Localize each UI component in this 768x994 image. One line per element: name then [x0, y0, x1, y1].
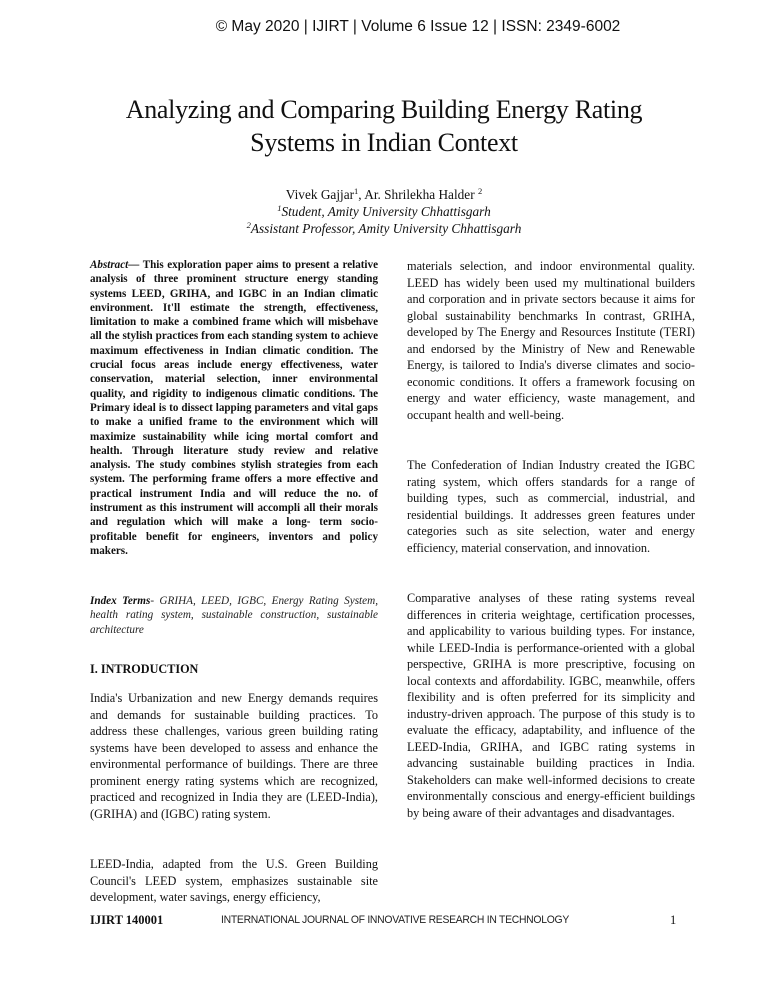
- abstract-text: This exploration paper aims to present a relative analysis of three prominent structure energy standing systems LEED, GRIHA, and IGBC in an Indian climatic environment. It'll estimate the strength, effectiveness, limitation to make a combined frame which will misbehave all the stylish practices from each standing system to achieve maximum effectiveness in Indian climatic condition. The crucial focus areas include energy effectiveness, water conservation, material selection, inner environmental quality, and rigidity to indigenous climatic conditions. The Primary ideal is to dissect lapping parameters and vital gaps to make a unified frame to the environment which will maximize sustainability while icing mortal comfort and health. Through literature study review and relative analysis. The study combines stylish strategies from each system. The performing frame offers a more effective and practical instrument India and will reduce the no. of instrument as this instrument will accompli all their morals and regulation which will make a long- term socio- profitable benefit for engineers, inventors and policy makers.: [90, 259, 378, 557]
- author-names: [0, 186, 768, 203]
- paper-title: [0, 93, 768, 159]
- author-2-sup: 2: [477, 186, 483, 196]
- paragraph-comparative: Comparative analyses of these rating systems reveal differences in criteria weightage, certification processes, and applicability to various building types. For instance, while LEED-India is performance-oriented with a global perspective, GRIHA is more prescriptive, focusing on local contexts and affordability. IGBC, meanwhile, offers flexibility and is often preferred for its simplicity and industry-driven approach. The purpose of this study is to evaluate the efficacy, adaptability, and influence of the LEED-India, GRIHA, and IGBC rating systems in advancing sustainable building practices in India. Stakeholders can make well-informed decisions to create environmentally conscious and energy-efficient buildings by being aware of their advantages and disadvantages.: [407, 591, 695, 820]
- title-line-1: Analyzing and Comparing Building Energy Rating: [125, 95, 643, 124]
- affiliation-1-text: Student, Amity University Chhattisgarh: [281, 204, 491, 219]
- footer-journal-name: INTERNATIONAL JOURNAL OF INNOVATIVE RESEARCH IN TECHNOLOGY: [221, 914, 570, 926]
- abstract: [90, 258, 378, 558]
- index-terms-label: Index Terms: [90, 595, 151, 607]
- index-terms: [90, 594, 378, 637]
- affiliation-2-text: Assistant Professor, Amity University Chhattisgarh: [250, 221, 522, 236]
- author-1: Vivek Gajjar: [285, 187, 355, 202]
- paragraph-leed-part2: materials selection, and indoor environmental quality. LEED has widely been used my multinational builders and corporation and in private sectors because it aims for global sustainability benchmarks In contrast, GRIHA, developed by The Energy and Resources Institute (TERI) and endorsed by the Ministry of New and Renewable Energy, is tailored to India's diverse climates and socio-economic conditions. It offers a framework focusing on energy and water efficiency, waste management, and occupant health and well-being.: [407, 259, 695, 422]
- author-separator: ,: [358, 187, 365, 202]
- title-line-2: Systems in Indian Context: [250, 128, 518, 157]
- section-heading-introduction: I. INTRODUCTION: [90, 662, 199, 676]
- affiliation-1: [0, 203, 768, 220]
- footer-paper-code: IJIRT 140001: [90, 913, 164, 927]
- paragraph-intro: India's Urbanization and new Energy demands requires and demands for sustainable building practices. To address these challenges, various green building rating systems have been developed to assess and enhance the environmental performance of buildings. There are three prominent energy rating systems which are recognized, practiced and recognized in India they are (LEED-India), (GRIHA) and (IGBC) rating system.: [90, 691, 378, 821]
- paragraph-igbc: The Confederation of Indian Industry created the IGBC rating system, which offers standards for a range of building types, such as commercial, industrial, and residential buildings. It addresses green features under categories such as site selection, water and energy efficiency, material conservation, and innovation.: [407, 458, 695, 555]
- author-1-sup: 1: [354, 186, 359, 196]
- affiliation-1-sup: 1: [277, 203, 282, 213]
- affiliation-2-sup: 2: [246, 220, 251, 230]
- abstract-label: Abstract—: [90, 259, 140, 271]
- footer-page-number: 1: [670, 913, 677, 927]
- author-2: Ar. Shrilekha Halder: [364, 187, 478, 202]
- paragraph-leed-part1: LEED-India, adapted from the U.S. Green Building Council's LEED system, emphasizes sustainable site development, water savings, energy efficiency,: [90, 857, 378, 904]
- affiliation-2: [0, 220, 768, 237]
- running-header: © May 2020 | IJIRT | Volume 6 Issue 12 | ISSN: 2349-6002: [215, 18, 621, 35]
- author-block: [0, 186, 768, 237]
- index-terms-text: - GRIHA, LEED, IGBC, Energy Rating System, health rating system, sustainable construction, sustainable architecture: [90, 595, 378, 636]
- page-footer: [0, 913, 768, 933]
